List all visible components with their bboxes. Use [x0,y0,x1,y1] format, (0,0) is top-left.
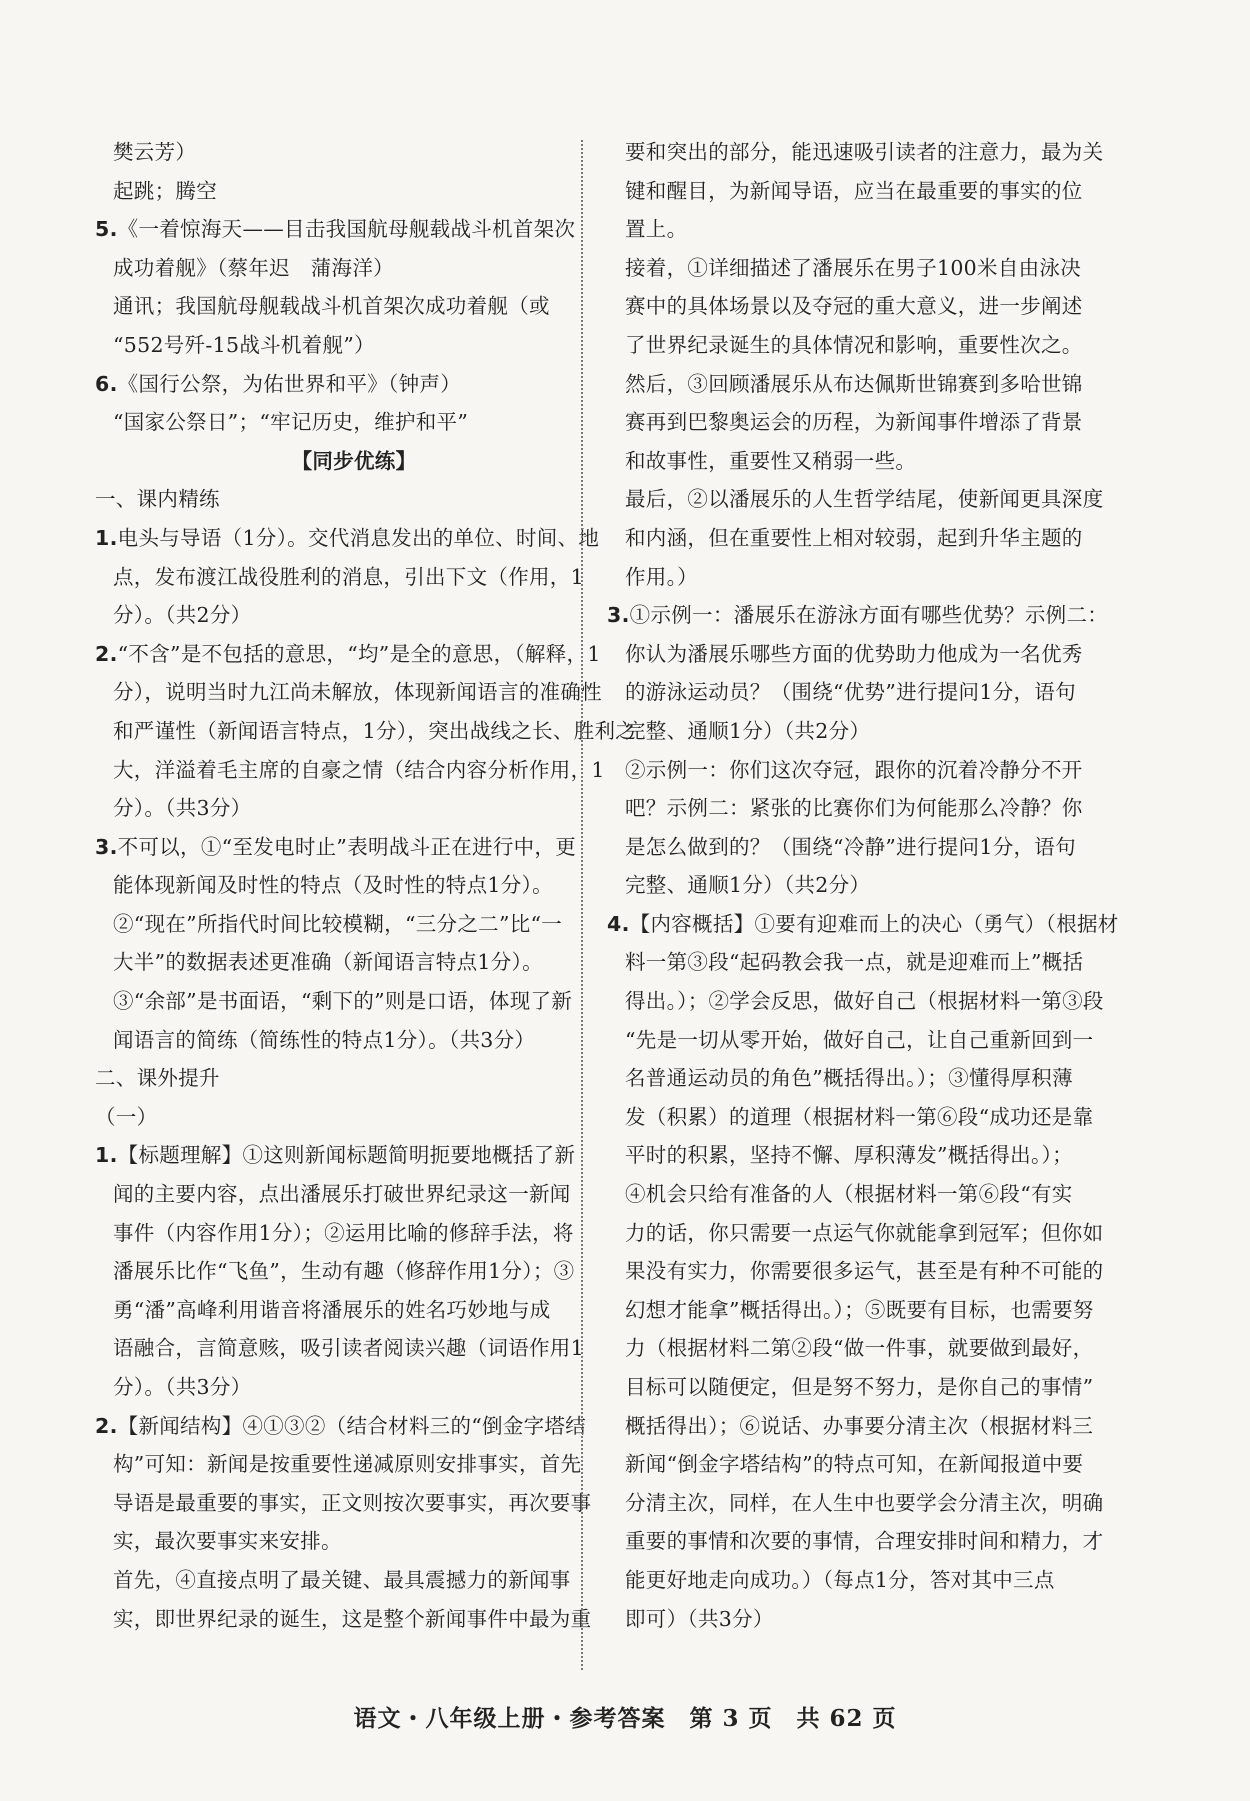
answer-line [95,287,613,326]
answer-line [95,133,613,172]
line-text: 分），说明当时九江尚未解放，体现新闻语言的准确性 [113,680,602,705]
answer-line [95,982,613,1021]
line-text: 平时的积累，坚持不懈、厚积薄发”概括得出。）； [625,1143,1073,1168]
line-text: 了世界纪录诞生的具体情况和影响，重要性次之。 [625,332,1083,357]
column-divider [581,140,583,1670]
answer-line [607,1175,1125,1214]
question-number: 2. [95,1413,118,1438]
answer-line [607,982,1125,1021]
line-text: 实，即世界纪录的诞生，这是整个新闻事件中最为重 [113,1606,592,1631]
answer-line [607,326,1125,365]
answer-line [607,403,1125,442]
line-text: 赛再到巴黎奥运会的历程，为新闻事件增添了背景 [625,410,1083,435]
answer-line [607,1098,1125,1137]
line-text: 大半”的数据表述更准确（新闻语言特点1分）。 [113,950,543,975]
answer-line [607,712,1125,751]
line-text: 置上。 [625,217,688,242]
line-text: 能更好地走向成功。）（每点1分，答对其中三点 [625,1567,1055,1592]
answer-line [95,1445,613,1484]
answer-line [607,1368,1125,1407]
answer-line [607,1136,1125,1175]
line-text: 键和醒目，为新闻导语，应当在最重要的事实的位 [625,178,1083,203]
answer-line [607,365,1125,404]
line-text: ②示例一：你们这次夺冠，跟你的沉着冷静分不开 [625,757,1083,782]
line-text: 潘展乐比作“飞鱼”，生动有趣（修辞作用1分）；③ [113,1259,575,1284]
answer-line [607,751,1125,790]
answer-line [95,866,613,905]
line-text: 【同步优练】 [291,448,417,473]
answer-line [95,751,613,790]
answer-line [95,635,613,674]
answer-line [95,403,613,442]
question-number: 1. [95,1143,118,1168]
answer-line [95,905,613,944]
answer-line [607,1600,1125,1639]
line-text: 樊云芳） [113,140,197,164]
line-text: 然后，③回顾潘展乐从布达佩斯世锦赛到多哈世锦 [625,371,1083,396]
answer-line [95,943,613,982]
line-text: 勇“潘”高峰利用谐音将潘展乐的姓名巧妙地与成 [113,1297,551,1322]
answer-line [95,1407,613,1446]
line-text: 二、课外提升 [95,1066,220,1091]
line-text: 赛中的具体场景以及夺冠的重大意义，进一步阐述 [625,294,1083,319]
line-text: ③“余部”是书面语，“剩下的”则是口语，体现了新 [113,989,573,1014]
line-text: 分）。（共3分） [113,1375,252,1399]
line-text: 分）。（共2分） [113,603,252,628]
line-text: 一、课内精练 [95,487,220,512]
answer-line [607,943,1125,982]
question-number: 6. [95,371,118,396]
answer-line [95,1484,613,1523]
answer-line [95,673,613,712]
answer-line [95,1214,613,1253]
answer-line [607,1407,1125,1446]
question-number: 2. [95,641,118,666]
answer-line [607,210,1125,249]
question-number: 5. [95,217,118,242]
line-text: 首先，④直接点明了最关键、最具震撼力的新闻事 [113,1567,571,1592]
answer-line [95,1522,613,1561]
line-text: 完整、通顺1分）（共2分） [625,718,871,743]
line-text: 你认为潘展乐哪些方面的优势助力他成为一名优秀 [625,641,1083,666]
answer-line [607,1445,1125,1484]
line-text: 重要的事情和次要的事情，合理安排时间和精力，才 [625,1529,1104,1554]
line-text: 力（根据材料二第②段“做一件事，就要做到最好， [625,1336,1094,1361]
answer-line [95,712,637,751]
answer-line [607,519,1125,558]
line-text: 要和突出的部分，能迅速吸引读者的注意力，最为关 [625,140,1104,164]
answer-line [607,828,1125,867]
answer-line [95,1561,613,1600]
answer-line [607,1522,1125,1561]
line-text: 【内容概括】①要有迎难而上的决心（勇气）（根据材 [629,911,1119,936]
answer-line [95,172,613,211]
page-footer: 语文・八年级上册・参考答案 第 3 页 共 62 页 [353,1705,897,1732]
answer-line [95,1252,613,1291]
line-text: “不含”是不包括的意思，“均”是全的意思，（解释，1 [117,641,601,666]
answer-line [95,326,613,365]
line-text: 事件（内容作用1分）；②运用比喻的修辞手法，将 [113,1220,574,1245]
answer-line [607,249,1125,288]
line-text: “552号歼-15战斗机着舰”） [113,332,375,357]
answer-line [607,133,1125,172]
line-text: 果没有实力，你需要很多运气，甚至是有种不可能的 [625,1259,1104,1284]
line-text: 完整、通顺1分）（共2分） [625,873,871,898]
answer-line [95,828,613,867]
answer-line [607,1252,1125,1291]
line-text: 新闻“倒金字塔结构”的特点可知，在新闻报道中要 [625,1452,1084,1477]
question-number: 3. [95,834,118,859]
line-text: 即可）（共3分） [625,1606,774,1631]
line-text: 和故事性，重要性又稍弱一些。 [625,448,917,473]
line-text: 《国行公祭，为佑世界和平》（钟声） [117,371,462,396]
line-text: ④机会只给有准备的人（根据材料一第⑥段“有实 [625,1182,1073,1207]
answer-line [607,1291,1125,1330]
section-heading [95,442,613,481]
answer-line [607,1484,1125,1523]
answer-line [607,596,1125,635]
answer-line [95,1368,613,1407]
answer-line [95,249,613,288]
line-text: 名普通运动员的角色”概括得出。）；③懂得厚积薄 [625,1066,1073,1091]
answer-line [607,1329,1125,1368]
right-column [607,133,1125,1638]
answer-line [607,287,1125,326]
line-text: 和严谨性（新闻语言特点，1分），突出战线之长、胜利之 [113,718,637,743]
answer-line [95,1329,613,1368]
answer-line [607,673,1125,712]
line-text: 力的话，你只需要一点运气你就能拿到冠军；但你如 [625,1220,1104,1245]
answer-line [607,905,1125,944]
answer-line [607,558,1125,597]
answer-line [95,1291,613,1330]
left-column [95,133,637,1638]
question-number: 4. [607,911,630,936]
line-text: 发（积累）的道理（根据材料一第⑥段“成功还是靠 [625,1104,1094,1129]
question-number: 3. [607,603,630,628]
answer-line [95,210,613,249]
answer-line [95,1136,613,1175]
line-text: 闻的主要内容，点出潘展乐打破世界纪录这一新闻 [113,1182,571,1207]
line-text: 闻语言的简练（简练性的特点1分）。（共3分） [113,1027,536,1052]
answer-line [607,1214,1125,1253]
line-text: 【新闻结构】④①③②（结合材料三的“倒金字塔结 [117,1413,587,1438]
answer-line [607,1021,1125,1060]
line-text: 作用。） [625,564,698,589]
line-text: 点，发布渡江战役胜利的消息，引出下文（作用，1 [113,564,584,589]
answer-line [607,866,1125,905]
line-text: “先是一切从零开始，做好自己，让自己重新回到一 [625,1027,1094,1052]
line-text: 最后，②以潘展乐的人生哲学结尾，使新闻更具深度 [625,487,1104,512]
answer-line [95,789,613,828]
line-text: 料一第③段“起码教会我一点，就是迎难而上”概括 [625,950,1084,975]
answer-line [95,558,613,597]
line-text: 《一着惊海天——目击我国航母舰载战斗机首架次 [117,217,576,242]
answer-line [607,635,1125,674]
question-number: 1. [95,525,118,550]
answer-line [607,1059,1125,1098]
line-text: 通讯；我国航母舰载战斗机首架次成功着舰（或 [113,294,550,319]
answer-line [607,789,1125,828]
line-text: 实，最次要事实来安排。 [113,1529,342,1554]
line-text: 吧？示例二：紧张的比赛你们为何能那么冷静？你 [625,796,1083,821]
answer-line [95,1175,613,1214]
line-text: ②“现在”所指代时间比较模糊，“三分之二”比“一 [113,911,563,936]
line-text: 导语是最重要的事实，正文则按次要事实，再次要事 [113,1490,592,1515]
line-text: 是怎么做到的？（围绕“冷静”进行提问1分，语句 [625,834,1076,859]
answer-line [95,519,613,558]
answer-line [607,442,1125,481]
line-text: 分）。（共3分） [113,796,252,821]
line-text: 得出。）；②学会反思，做好自己（根据材料一第③段 [625,989,1104,1014]
line-text: 语融合，言简意赅，吸引读者阅读兴趣（词语作用1 [113,1336,584,1361]
line-text: 幻想才能拿”概括得出。）；⑤既要有目标，也需要努 [625,1297,1094,1322]
answer-line [95,1059,613,1098]
line-text: 起跳；腾空 [113,178,217,203]
answer-line [95,1098,613,1137]
line-text: 接着，①详细描述了潘展乐在男子100米自由泳决 [625,255,1082,280]
answer-line [95,1021,613,1060]
line-text: （一） [95,1104,158,1129]
line-text: 不可以，①“至发电时止”表明战斗正在进行中，更 [117,834,577,859]
line-text: 分清主次，同样，在人生中也要学会分清主次，明确 [625,1490,1104,1515]
line-text: 能体现新闻及时性的特点（及时性的特点1分）。 [113,873,553,898]
answer-line [95,480,613,519]
line-text: 构”可知：新闻是按重要性递减原则安排事实，首先 [113,1452,582,1477]
answer-line [607,172,1125,211]
answer-line [607,480,1125,519]
line-text: 和内涵，但在重要性上相对较弱，起到升华主题的 [625,525,1083,550]
line-text: 【标题理解】①这则新闻标题简明扼要地概括了新 [117,1143,576,1168]
line-text: 大，洋溢着毛主席的自豪之情（结合内容分析作用，1 [113,757,605,782]
line-text: ①示例一：潘展乐在游泳方面有哪些优势？示例二： [629,603,1109,628]
line-text: 的游泳运动员？（围绕“优势”进行提问1分，语句 [625,680,1076,705]
line-text: 目标可以随便定，但是努不努力，是你自己的事情” [625,1375,1094,1399]
answer-line [607,1561,1125,1600]
line-text: 概括得出）；⑥说话、办事要分清主次（根据材料三 [625,1413,1094,1438]
answer-line [95,1600,613,1639]
line-text: 成功着舰》（蔡年迟 蒲海洋） [113,255,394,280]
line-text: “国家公祭日”；“牢记历史，维护和平” [113,410,469,435]
line-text: 电头与导语（1分）。交代消息发出的单位、时间、地 [117,525,600,550]
answer-line [95,596,613,635]
answer-line [95,365,613,404]
